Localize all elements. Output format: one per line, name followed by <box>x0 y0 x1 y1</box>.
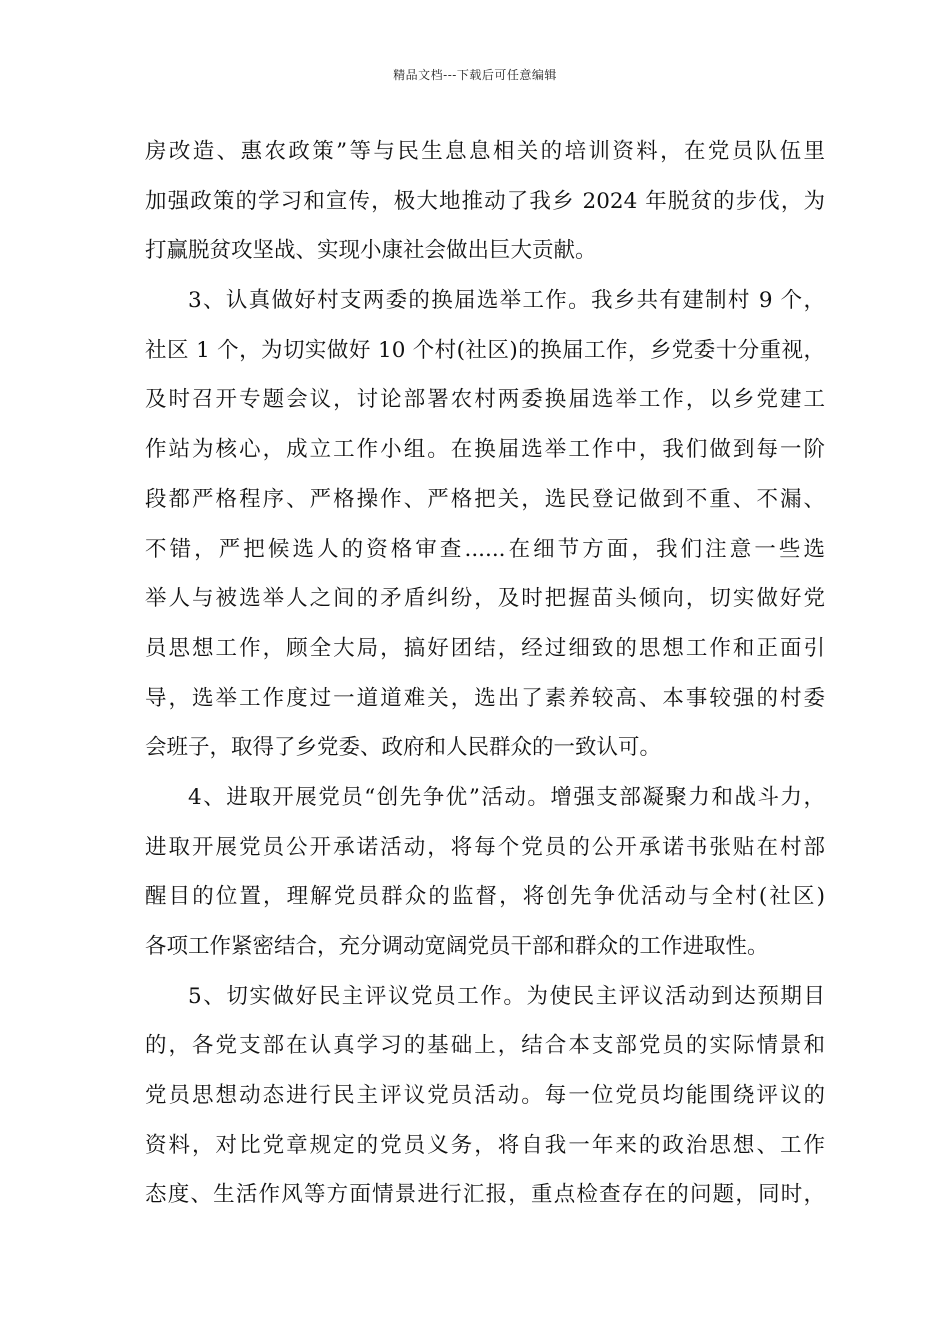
text-line: 导，选举工作度过一道道难关，选出了素养较高、本事较强的村委 <box>145 685 825 711</box>
text-line: 各项工作紧密结合，充分调动宽阔党员干部和群众的工作进取性。 <box>145 934 769 959</box>
text-line: 党员思想动态进行民主评议党员活动。每一位党员均能围绕评议的 <box>145 1083 825 1109</box>
paragraph-start-line: 4、进取开展党员“创先争优”活动。增强支部凝聚力和战斗力， <box>188 784 825 810</box>
text-line: 进取开展党员公开承诺活动，将每个党员的公开承诺书张贴在村部 <box>145 834 825 860</box>
text-line: 态度、生活作风等方面情景进行汇报，重点检查存在的问题，同时， <box>145 1182 825 1208</box>
text-line: 举人与被选举人之间的矛盾纠纷，及时把握苗头倾向，切实做好党 <box>145 586 825 612</box>
document-body <box>145 132 825 1225</box>
text-line: 及时召开专题会议，讨论部署农村两委换届选举工作，以乡党建工 <box>145 387 825 413</box>
text-line: 社区 1 个，为切实做好 10 个村(社区)的换届工作，乡党委十分重视， <box>145 337 825 363</box>
text-line: 员思想工作，顾全大局，搞好团结，经过细致的思想工作和正面引 <box>145 635 825 661</box>
page-header: 精品文档---下载后可任意编辑 <box>393 68 557 82</box>
paragraph-start-line: 5、切实做好民主评议党员工作。为使民主评议活动到达预期目 <box>188 983 825 1009</box>
text-line: 加强政策的学习和宣传，极大地推动了我乡 2024 年脱贫的步伐，为 <box>145 188 825 214</box>
text-line: 段都严格程序、严格操作、严格把关，选民登记做到不重、不漏、 <box>145 486 825 512</box>
text-line: 资料，对比党章规定的党员义务，将自我一年来的政治思想、工作 <box>145 1132 825 1158</box>
text-line: 的，各党支部在认真学习的基础上，结合本支部党员的实际情景和 <box>145 1033 825 1059</box>
text-line: 作站为核心，成立工作小组。在换届选举工作中，我们做到每一阶 <box>145 437 825 463</box>
text-line: 不错，严把候选人的资格审查......在细节方面，我们注意一些选 <box>145 536 825 562</box>
paragraph-start-line: 3、认真做好村支两委的换届选举工作。我乡共有建制村 9 个， <box>188 288 825 314</box>
text-line: 打赢脱贫攻坚战、实现小康社会做出巨大贡献。 <box>145 238 597 264</box>
text-line: 醒目的位置，理解党员群众的监督，将创先争优活动与全村(社区) <box>145 884 825 910</box>
text-line: 会班子，取得了乡党委、政府和人民群众的一致认可。 <box>145 735 662 761</box>
text-line: 房改造、惠农政策”等与民生息息相关的培训资料，在党员队伍里 <box>145 139 825 164</box>
